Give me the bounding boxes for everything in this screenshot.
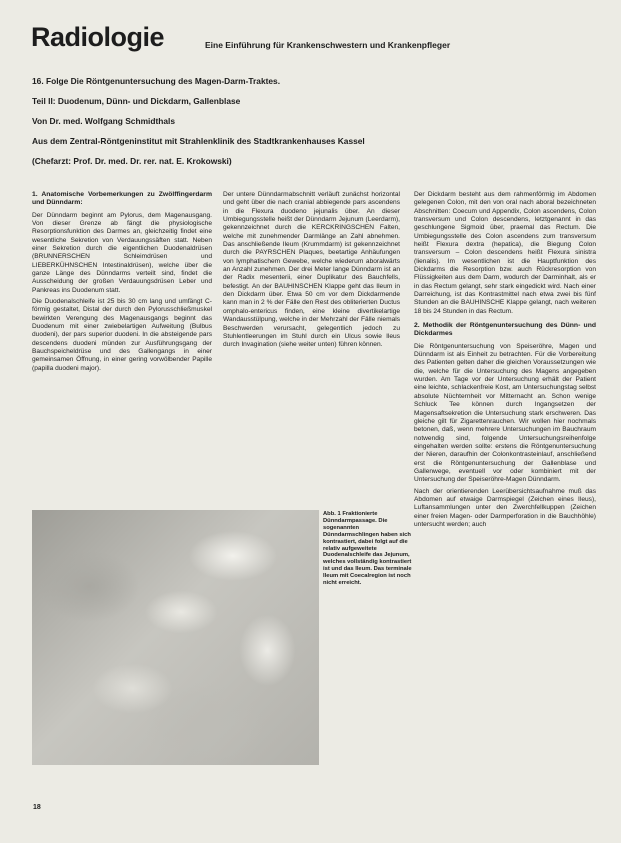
section-1-heading: 1. Anatomische Vorbemerkungen zu Zwölffingerdarm und Dünndarm: <box>32 191 212 207</box>
chief-line: (Chefarzt: Prof. Dr. med. Dr. rer. nat. E. Krokowski) <box>32 156 232 166</box>
paragraph: Der untere Dünndarmabschnitt verläuft zunächst horizontal und geht über die nach cranial abbiegende pars ascendens in die Flexura duodeno jejunalis über. An dieser Umbiegungsstelle heißt der Dünndarm Jejunum (Leerdarm), gekennzeichnet durch die KERCKRINGSCHEN Falten, welche mit zunehmender Darmlänge an Zahl abnehmen. Das anschließende Ileum (Krummdarm) ist gekennzeichnet durch die PAYRSCHEN Plaques, beetartige Anhäufungen von lymphatischem Gewebe, welche wiederum aboralwärts an Anzahl zunehmen. Der drei Meter lange Dünndarm ist an der Radix mesenterii, einer Duplikatur des Bauchfells, befestigt. An der BAUHINSCHEN Klappe geht das Ileum in den Dickdarm über. Etwa 50 cm vor dem Dickdarmende kann man in 2 % der Fälle den Rest des obliterierten Ductus omphalo-entericus finden, eine kleine divertikelartige Wandausstülpung, welche in der Mehrzahl der Fälle niemals Beschwerden verursacht, gelegentlich jedoch zu Stuhlentleerungen im Stuhl durch ein Ulcus sowie Ileus durch Invagination (siehe weiter unten) führen können. <box>223 191 400 349</box>
page-number: 18 <box>33 804 41 811</box>
xray-image <box>32 510 319 765</box>
figure-caption: Abb. 1 Fraktionierte Dünndarmpassage. Die sogenannten Dünndarmschlingen haben sich kontrastiert, dabei folgt auf die relativ aufgeweitete Duodenalschleife das Jejunum, welches vollständig kontrastiert ist und das Ileum. Das terminale Ileum mit Coecalregion ist noch nicht erreicht. <box>323 511 412 587</box>
page-subtitle: Eine Einführung für Krankenschwestern und Krankenpfleger <box>205 40 451 50</box>
paragraph: Die Röntgenuntersuchung von Speiseröhre, Magen und Dünndarm ist als Einheit zu betrachten. Für die Vorbereitung des Patienten gelten daher die gleichen Voraussetzungen wie die, welche für die Untersuchung des Magens angegeben wurden. Am Tage vor der Untersuchung erhält der Patient eine leichte, schlackenfreie Kost, am Untersuchungstag selbst absolute Nüchternheit vor Mitternacht an. Schon wenige Schluck Tee können durch Ingangsetzen der Magensaftsekretion die Untersuchung stark erschweren. Das gleiche gilt für Zigarettenrauchen. Wir wollen hier nochmals betonen, daß, wenn mehrere Untersuchungen im Bauchraum notwendig sind, folgende Untersuchungsreihenfolge eingehalten werden sollte: erstens die Röntgenuntersuchung der Nieren, daraufhin der Colonkontrasteinlauf, anschließend erst die Röntgenuntersuchung der Gallenblase und Gallenwege, eventuell vor oder kombiniert mit der Untersuchung der Speiseröhre-Magen Dünndarm. <box>414 342 596 484</box>
institute-line: Aus dem Zentral-Röntgeninstitut mit Strahlenklinik des Stadtkrankenhauses Kassel <box>32 136 365 146</box>
page-title: Radiologie <box>31 22 165 52</box>
series-line: 16. Folge Die Röntgenuntersuchung des Magen-Darm-Traktes. <box>32 76 281 86</box>
section-2-heading: 2. Methodik der Röntgenuntersuchung des Dünn- und Dickdarmes <box>414 322 596 338</box>
column-3 <box>414 191 596 532</box>
paragraph: Die Duodenalschleife ist 25 bis 30 cm lang und umfängt C-förmig gestaltet, Distal der durch den Pylorusschließmuskel bewirkten Verengung des Magenausgangs beginnt das Duodenum mit einer zwiebelartigen Aufweitung (Bulbus duodeni), der pars superior duodeni. In die absteigende pars descendens duodeni münden zur Ausführungsgang der Bauchspeicheldrüse und des Gallengangs in einer gemeinsamen Öffnung, in einer gering vorwölbender Papille (papilla duodeni major). <box>32 298 212 372</box>
paragraph: Der Dickdarm besteht aus dem rahmenförmig im Abdomen gelegenen Colon, mit den von oral nach aboral bezeichneten Abschnitten: Coecum und Appendix, Colon ascendens, Colon transversum und Colon descendens, letztgenannt in das geschlungene Sigmoid über, praemal das Rectum. Die Umbiegungsstelle des Colon ascendens zum transversum heißt Flexura dextra (hepatica), die Biegung Colon transversum – Colon descendens heißt Flexura sinistra (lienalis). Im wesentlichen ist die Hauptfunktion des Dickdarms die Resorption bzw. auch Rückresorption von Flüssigkeiten aus dem Darm, wodurch der Darminhalt, als er in das Rectum gelangt, sehr stark eingedickt wird. Nach einer Darreichung, ist das Kontrastmittel nach etwa zwei bis fünf Stunden an die BAUHINSCHE Klappe gelangt, nach weiteren 18 bis 24 Stunden in das Rectum. <box>414 191 596 315</box>
paragraph: Nach der orientierenden Leerübersichtsaufnahme muß das Abdomen auf etwaige Darmspiegel (Zeichen eines Ileus), Luftansammlungen unter den Zwerchfellkuppen (Zeichen einer freien Magen- oder Darmperforation in die Bauchhöhle) untersucht werden; auch <box>414 487 596 528</box>
paragraph: Der Dünndarm beginnt am Pylorus, dem Magenausgang. Von dieser Grenze ab fängt die physiologische Resorptionsfunktion des Darmes an, gleichzeitig findet eine wesentliche Sekretion von Verdauungssäften statt. Neben einer Sekretion durch die eigentlichen Duodenaldrüsen (BRUNNERSCHEN Schleimdrüsen und LIEBERKÜHNSCHEN Intestinaldrüsen), welche über die ganze Länge des Dünndarms verteilt sind, findet die Ausscheidung der großen Verdauungsdrüsen Leber und Pankreas ins Duodenum statt. <box>32 211 212 294</box>
column-2 <box>223 191 400 353</box>
author-line: Von Dr. med. Wolfgang Schmidthals <box>32 116 176 126</box>
part-line: Teil II: Duodenum, Dünn- und Dickdarm, Gallenblase <box>32 96 241 106</box>
column-1 <box>32 191 212 376</box>
